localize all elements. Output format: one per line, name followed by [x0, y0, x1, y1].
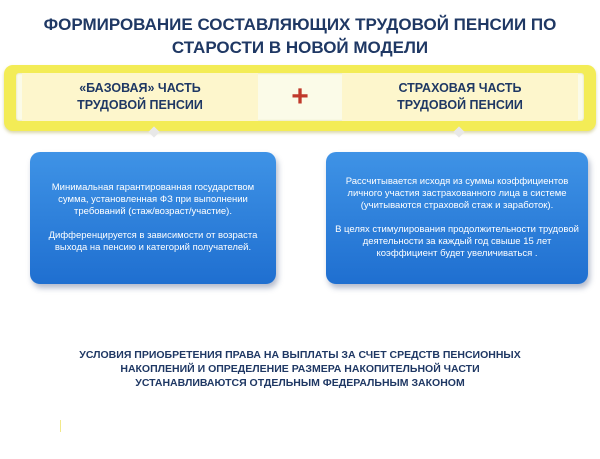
- insurance-part-line-1: СТРАХОВАЯ ЧАСТЬ: [398, 81, 522, 95]
- funded-part-note-line-3: УСТАНАВЛИВАЮТСЯ ОТДЕЛЬНЫМ ФЕДЕРАЛЬНЫМ ЗАКОНОМ: [135, 377, 465, 389]
- page-title-line-1: ФОРМИРОВАНИЕ СОСТАВЛЯЮЩИХ ТРУДОВОЙ ПЕНСИИ ПО: [43, 15, 557, 34]
- funded-part-note: [30, 348, 570, 390]
- insurance-part-incentive: В целях стимулирования продолжительности трудовой деятельности за каждый год свыше 15 лет коэффициент будет увеличиваться .: [335, 224, 579, 259]
- page-title: [20, 13, 580, 59]
- plus-operator: +: [291, 80, 309, 113]
- base-part-label: [22, 73, 258, 121]
- base-part-line-1: «БАЗОВАЯ» ЧАСТЬ: [79, 81, 201, 95]
- decorative-mark: [60, 420, 61, 432]
- pension-components-banner: [4, 65, 596, 131]
- base-part-description-card: [30, 152, 276, 284]
- insurance-part-label: [342, 73, 578, 121]
- insurance-part-description: Рассчитывается исходя из суммы коэффициентов личного участия застрахованного лица в системе (учитываются страховой стаж и заработок).: [345, 176, 569, 211]
- funded-part-note-line-2: НАКОПЛЕНИЙ И ОПРЕДЕЛЕНИЕ РАЗМЕРА НАКОПИТЕЛЬНОЙ ЧАСТИ: [120, 363, 480, 375]
- insurance-part-description-card: [326, 152, 588, 284]
- base-part-line-2: ТРУДОВОЙ ПЕНСИИ: [77, 98, 203, 112]
- page-title-line-2: СТАРОСТИ В НОВОЙ МОДЕЛИ: [171, 38, 429, 57]
- insurance-part-line-2: ТРУДОВОЙ ПЕНСИИ: [397, 98, 523, 112]
- base-part-differentiation: Дифференцируется в зависимости от возраста выхода на пенсию и категорий получателей.: [48, 230, 258, 253]
- banner-inner-panel: [16, 73, 584, 121]
- funded-part-note-line-1: УСЛОВИЯ ПРИОБРЕТЕНИЯ ПРАВА НА ВЫПЛАТЫ ЗА СЧЕТ СРЕДСТВ ПЕНСИОННЫХ: [79, 349, 521, 361]
- base-part-description: Минимальная гарантированная государством сумма, установленная ФЗ при выполнении требований (стаж/возраст/участие).: [51, 182, 255, 217]
